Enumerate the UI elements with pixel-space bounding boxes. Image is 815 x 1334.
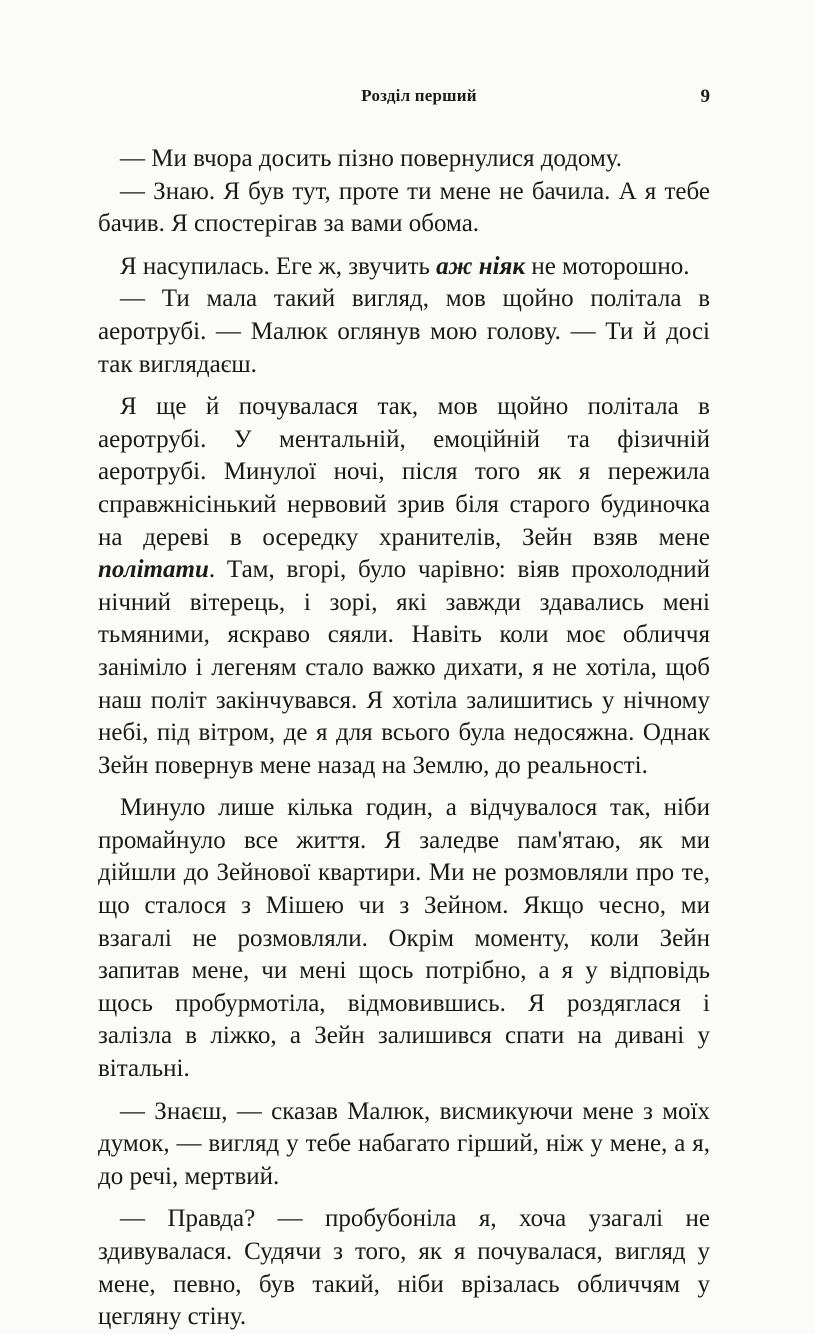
paragraph-narration-1-start: Я насупилась. Еге ж, звучить xyxy=(120,252,437,280)
body-text xyxy=(98,143,710,1334)
paragraph-narration-2-start: Я ще й почувалася так, мов щойно політала в аеротрубі. У ментальній, емоційній та фізичній аеротрубі. Минулої ночі, після того як я пережила справжнісінький нервовий зрив біля старого будиночка на дереві в осередку хранителів, Зейн взяв мене xyxy=(98,393,710,551)
paragraph-dialogue-1: — Ми вчора досить пізно повернулися додому. xyxy=(120,145,623,172)
running-title: Розділ перший xyxy=(361,86,477,105)
paragraph-narration-1-end: не моторошно. xyxy=(525,252,690,280)
emphasis-text: аж ніяк xyxy=(436,252,526,280)
paragraph-narration-1 xyxy=(98,251,710,284)
paragraph-dialogue-3: — Ти мала такий вигляд, мов щойно політала в аеротрубі. — Малюк оглянув мою голову. — Ти й досі так виглядаєш. xyxy=(98,285,710,378)
paragraph-narration-2-end: . Там, вгорі, було чарівно: віяв прохолодний нічний вітерець, і зорі, які завжди здавались мені тьмяними, яскраво сяяли. Навіть коли моє обличчя заніміло і легеням стало важко дихати, я не хотіла, щоб наш політ закінчувався. Я хотіла залишитись у нічному небі, під вітром, де я для всього була недосяжна. Однак Зейн повернув мене назад на Землю, до реальності. xyxy=(98,556,710,779)
paragraph-narration-2 xyxy=(98,391,710,782)
paragraph-dialogue-4: — Знаєш, — сказав Малюк, висмикуючи мене з моїх думок, — вигляд у тебе набагато гірший, ніж у мене, а я, до речі, мертвий. xyxy=(98,1097,710,1190)
paragraph-dialogue-5: — Правда? — пробубоніла я, хоча узагалі не здивувалася. Судячи з того, як я почувалася, вигляд у мене, певно, був такий, ніби врізалась обличчям у цегляну стіну. xyxy=(98,1205,710,1331)
paragraph-narration-3: Минуло лише кілька годин, а відчувалося так, ніби промайнуло все життя. Я заледве пам'ятаю, як ми дійшли до Зейнової квартири. Ми не розмовляли про те, що сталося з Мішею чи з Зейном. Якщо чесно, ми взагалі не розмовляли. Окрім моменту, коли Зейн запитав мене, чи мені щось потрібно, а я у відповідь щось пробурмотіла, відмовившись. Я роздяглася і залізла в ліжко, а Зейн залишився спати на дивані у вітальні. xyxy=(98,794,710,1083)
page-header xyxy=(98,86,710,116)
emphasis-text: політати xyxy=(98,556,209,584)
page-number: 9 xyxy=(700,86,710,107)
paragraph-dialogue-2: — Знаю. Я був тут, проте ти мене не бачила. А я тебе бачив. Я спостерігав за вами обома. xyxy=(98,177,710,238)
